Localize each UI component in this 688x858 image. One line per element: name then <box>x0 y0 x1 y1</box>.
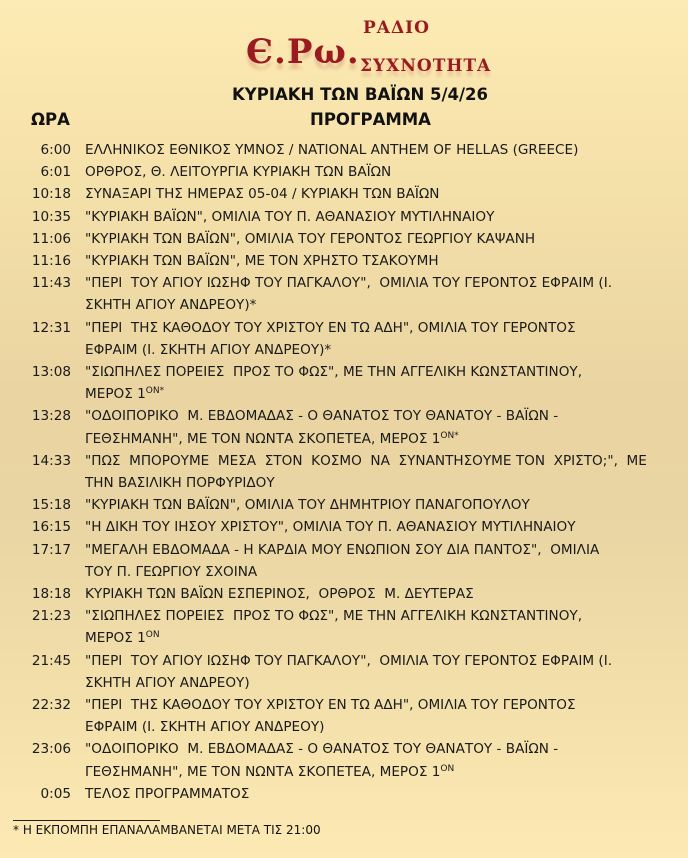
schedule-program <box>85 206 645 228</box>
schedule-time: 0:05 <box>40 785 71 802</box>
program-line <box>85 783 645 805</box>
program-text: "ΜΕΓΑΛΗ ΕΒΔΟΜΑΔΑ - Η ΚΑΡΔΙΑ ΜΟΥ ΕΝΩΠΙΟΝ ΣΟΥ ΔΙΑ ΠΑΝΤΟΣ", ΟΜΙΛΙΑ <box>85 541 600 558</box>
column-header-program: ΠΡΟΓΡΑΜΜΑ <box>310 110 431 129</box>
schedule-time: 11:43 <box>31 275 71 292</box>
program-text: "ΠΕΡΙ ΤΗΣ ΚΑΘΟΔΟΥ ΤΟΥ ΧΡΙΣΤΟΥ ΕΝ ΤΩ ΑΔΗ", ΟΜΙΛΙΑ ΤΟΥ ΓΕΡΟΝΤΟΣ <box>85 697 576 714</box>
program-line <box>85 161 645 183</box>
program-text: "ΚΥΡΙΑΚΗ ΤΩΝ ΒΑΪΩΝ", ΜΕ ΤΟΝ ΧΡΗΣΤΟ ΤΣΑΚΟΥΜΗ <box>85 253 439 270</box>
program-text: ΟΡΘΡΟΣ, Θ. ΛΕΙΤΟΥΡΓΙΑ ΚΥΡΙΑΚΗ ΤΩΝ ΒΑΪΩΝ <box>85 164 392 181</box>
program-text: "ΣΙΩΠΗΛΕΣ ΠΟΡΕΙΕΣ ΠΡΟΣ ΤΟ ΦΩΣ", ΜΕ ΤΗΝ ΑΓΓΕΛΙΚΗ ΚΩΝΣΤΑΝΤΙΝΟΥ, <box>85 364 583 381</box>
schedule-program <box>85 161 645 183</box>
program-text: ΤΗΝ ΒΑΣΙΛΙΚΗ ΠΟΡΦΥΡΙΔΟΥ <box>85 475 275 492</box>
program-text: "ΚΥΡΙΑΚΗ ΤΩΝ ΒΑΪΩΝ", ΟΜΙΛΙΑ ΤΟΥ ΓΕΡΟΝΤΟΣ ΓΕΩΡΓΙΟΥ ΚΑΨΑΝΗ <box>85 230 536 247</box>
schedule-program <box>85 650 645 694</box>
program-line <box>85 272 645 294</box>
schedule-time: 11:16 <box>31 253 71 270</box>
program-text: "ΠΕΡΙ ΤΗΣ ΚΑΘΟΔΟΥ ΤΟΥ ΧΡΙΣΤΟΥ ΕΝ ΤΩ ΑΔΗ", ΟΜΙΛΙΑ ΤΟΥ ΓΕΡΟΝΤΟΣ <box>85 319 576 336</box>
schedule-time: 10:35 <box>31 208 71 225</box>
schedule-program <box>85 783 645 805</box>
program-line <box>85 317 645 339</box>
schedule-time: 21:23 <box>31 608 71 625</box>
program-text: ΣΚΗΤΗ ΑΓΙΟΥ ΑΝΔΡΕΟΥ) <box>85 674 250 691</box>
schedule-row <box>0 583 688 605</box>
logo-text-radio: ΡΑΔΙΟ <box>363 18 430 38</box>
program-text: "ΠΕΡΙ ΤΟΥ ΑΓΙΟΥ ΙΩΣΗΦ ΤΟΥ ΠΑΓΚΑΛΟΥ", ΟΜΙΛΙΑ ΤΟΥ ΓΕΡΟΝΤΟΣ ΕΦΡΑΙΜ (Ι. <box>85 652 613 669</box>
program-line <box>85 738 645 760</box>
schedule-row <box>0 783 688 805</box>
program-text: "ΠΕΡΙ ΤΟΥ ΑΓΙΟΥ ΙΩΣΗΦ ΤΟΥ ΠΑΓΚΑΛΟΥ", ΟΜΙΛΙΑ ΤΟΥ ΓΕΡΟΝΤΟΣ ΕΦΡΑΙΜ (Ι. <box>85 275 613 292</box>
logo-mark: Є.Ρω. <box>246 32 360 72</box>
part-superscript: ΟΝ* <box>145 386 165 397</box>
schedule-time: 13:28 <box>31 408 71 425</box>
program-line <box>85 250 645 272</box>
schedule-row <box>0 228 688 250</box>
station-logo <box>246 14 506 84</box>
schedule-program <box>85 539 645 583</box>
schedule-program <box>85 405 645 449</box>
schedule-row <box>0 139 688 161</box>
program-text: "ΚΥΡΙΑΚΗ ΒΑΪΩΝ", ΟΜΙΛΙΑ ΤΟΥ Π. ΑΘΑΝΑΣΙΟΥ ΜΥΤΙΛΗΝΑΙΟΥ <box>85 208 495 225</box>
program-line <box>85 294 645 316</box>
logo-text-frequency: ΣΥΧΝΟΤΗΤΑ <box>360 56 492 76</box>
footnote-divider <box>13 820 160 821</box>
page-title: ΚΥΡΙΑΚΗ ΤΩΝ ΒΑΪΩΝ 5/4/26 <box>232 85 488 104</box>
program-line <box>85 405 645 427</box>
program-line <box>85 472 645 494</box>
schedule-row <box>0 361 688 405</box>
program-line <box>85 650 645 672</box>
schedule-row <box>0 250 688 272</box>
schedule-program <box>85 494 645 516</box>
schedule-program <box>85 317 645 361</box>
schedule-time: 6:00 <box>40 142 71 158</box>
schedule-time: 23:06 <box>31 741 71 758</box>
schedule-row <box>0 405 688 449</box>
footnote: * Η ΕΚΠΟΜΠΗ ΕΠΑΝΑΛΑΜΒΑΝΕΤΑΙ ΜΕΤΑ ΤΙΣ 21:00 <box>13 823 321 837</box>
program-text: ΕΦΡΑΙΜ (Ι. ΣΚΗΤΗ ΑΓΙΟΥ ΑΝΔΡΕΟΥ)* <box>85 341 332 358</box>
program-text: ΜΕΡΟΣ 1 <box>85 386 146 403</box>
schedule-program <box>85 516 645 538</box>
schedule-program <box>85 583 645 605</box>
program-text: "ΣΙΩΠΗΛΕΣ ΠΟΡΕΙΕΣ ΠΡΟΣ ΤΟ ΦΩΣ", ΜΕ ΤΗΝ ΑΓΓΕΛΙΚΗ ΚΩΝΣΤΑΝΤΙΝΟΥ, <box>85 608 583 625</box>
schedule-time: 21:45 <box>31 652 71 669</box>
schedule-row <box>0 694 688 738</box>
schedule-time: 13:08 <box>31 364 71 381</box>
program-text: ΜΕΡΟΣ 1 <box>85 630 146 647</box>
program-text: ΕΛΛΗΝΙΚΟΣ ΕΘΝΙΚΟΣ ΥΜΝΟΣ / NATIONAL ANTHEM OF HELLAS (GREECE) <box>85 142 579 158</box>
schedule-row <box>0 206 688 228</box>
schedule-program <box>85 738 645 782</box>
program-line <box>85 716 645 738</box>
schedule-program <box>85 605 645 649</box>
program-line <box>85 139 645 161</box>
schedule-row <box>0 539 688 583</box>
schedule-row <box>0 650 688 694</box>
program-line <box>85 605 645 627</box>
program-text: ΓΕΘΣΗΜΑΝΗ", ΜΕ ΤΟΝ ΝΩΝΤΑ ΣΚΟΠΕΤΕΑ, ΜΕΡΟΣ 1 <box>85 763 441 780</box>
program-text: "Η ΔΙΚΗ ΤΟΥ ΙΗΣΟΥ ΧΡΙΣΤΟΥ", ΟΜΙΛΙΑ ΤΟΥ Π. ΑΘΑΝΑΣΙΟΥ ΜΥΤΙΛΗΝΑΙΟΥ <box>85 519 576 536</box>
program-line <box>85 450 645 472</box>
schedule-time: 10:18 <box>31 186 71 203</box>
program-line <box>85 627 645 649</box>
program-text: ΚΥΡΙΑΚΗ ΤΩΝ ΒΑΪΩΝ ΕΣΠΕΡΙΝΟΣ, ΟΡΘΡΟΣ Μ. ΔΕΥΤΕΡΑΣ <box>85 586 474 603</box>
schedule-row <box>0 738 688 782</box>
schedule-program <box>85 183 645 205</box>
part-superscript: ΟΝ <box>440 763 455 774</box>
schedule-time: 11:06 <box>31 230 71 247</box>
program-line <box>85 428 645 450</box>
program-text: ΣΥΝΑΞΑΡΙ ΤΗΣ ΗΜΕΡΑΣ 05-04 / ΚΥΡΙΑΚΗ ΤΩΝ ΒΑΪΩΝ <box>85 186 440 203</box>
program-line <box>85 539 645 561</box>
part-superscript: ΟΝ* <box>440 430 459 441</box>
program-text: ΣΚΗΤΗ ΑΓΙΟΥ ΑΝΔΡΕΟΥ)* <box>85 297 257 314</box>
schedule-row <box>0 161 688 183</box>
program-line <box>85 694 645 716</box>
schedule-program <box>85 228 645 250</box>
program-text: "ΠΩΣ ΜΠΟΡΟΥΜΕ ΜΕΣΑ ΣΤΟΝ ΚΟΣΜΟ ΝΑ ΣΥΝΑΝΤΗΣΟΥΜΕ ΤΟΝ ΧΡΙΣΤΟ;", ΜΕ <box>85 452 647 469</box>
schedule-program <box>85 361 645 405</box>
schedule-time: 6:01 <box>40 164 71 181</box>
schedule-list <box>0 139 688 805</box>
program-line <box>85 361 645 383</box>
schedule-row <box>0 272 688 316</box>
schedule-row <box>0 516 688 538</box>
program-text: "ΚΥΡΙΑΚΗ ΤΩΝ ΒΑΪΩΝ", ΟΜΙΛΙΑ ΤΟΥ ΔΗΜΗΤΡΙΟΥ ΠΑΝΑΓΟΠΟΥΛΟΥ <box>85 497 530 514</box>
schedule-time: 18:18 <box>31 586 71 603</box>
program-text: "ΟΔΟΙΠΟΡΙΚΟ Μ. ΕΒΔΟΜΑΔΑΣ - Ο ΘΑΝΑΤΟΣ ΤΟΥ ΘΑΝΑΤΟΥ - ΒΑΪΩΝ - <box>85 408 559 425</box>
program-text: "ΟΔΟΙΠΟΡΙΚΟ Μ. ΕΒΔΟΜΑΔΑΣ - Ο ΘΑΝΑΤΟΣ ΤΟΥ ΘΑΝΑΤΟΥ - ΒΑΪΩΝ - <box>85 741 559 758</box>
program-line <box>85 383 645 405</box>
schedule-time: 15:18 <box>31 497 71 514</box>
program-line <box>85 339 645 361</box>
program-line <box>85 183 645 205</box>
schedule-time: 14:33 <box>31 452 71 469</box>
program-line <box>85 761 645 783</box>
program-line <box>85 561 645 583</box>
program-line <box>85 672 645 694</box>
program-text: ΓΕΘΣΗΜΑΝΗ", ΜΕ ΤΟΝ ΝΩΝΤΑ ΣΚΟΠΕΤΕΑ, ΜΕΡΟΣ 1 <box>85 430 441 447</box>
program-line <box>85 228 645 250</box>
schedule-program <box>85 139 645 161</box>
program-line <box>85 206 645 228</box>
schedule-row <box>0 183 688 205</box>
program-text: ΕΦΡΑΙΜ (Ι. ΣΚΗΤΗ ΑΓΙΟΥ ΑΝΔΡΕΟΥ) <box>85 719 325 736</box>
schedule-row <box>0 605 688 649</box>
program-line <box>85 516 645 538</box>
schedule-row <box>0 450 688 494</box>
program-text: ΤΕΛΟΣ ΠΡΟΓΡΑΜΜΑΤΟΣ <box>85 785 250 802</box>
schedule-program <box>85 450 645 494</box>
schedule-time: 12:31 <box>31 319 71 336</box>
program-line <box>85 583 645 605</box>
program-text: ΤΟΥ Π. ΓΕΩΡΓΙΟΥ ΣΧΟΙΝΑ <box>85 563 258 580</box>
schedule-program <box>85 694 645 738</box>
schedule-row <box>0 317 688 361</box>
column-header-time: ΩΡΑ <box>31 110 70 129</box>
schedule-row <box>0 494 688 516</box>
schedule-program <box>85 250 645 272</box>
schedule-time: 16:15 <box>31 519 71 536</box>
part-superscript: ΟΝ <box>145 630 160 641</box>
schedule-program <box>85 272 645 316</box>
schedule-time: 17:17 <box>31 541 71 558</box>
program-line <box>85 494 645 516</box>
schedule-time: 22:32 <box>31 697 71 714</box>
